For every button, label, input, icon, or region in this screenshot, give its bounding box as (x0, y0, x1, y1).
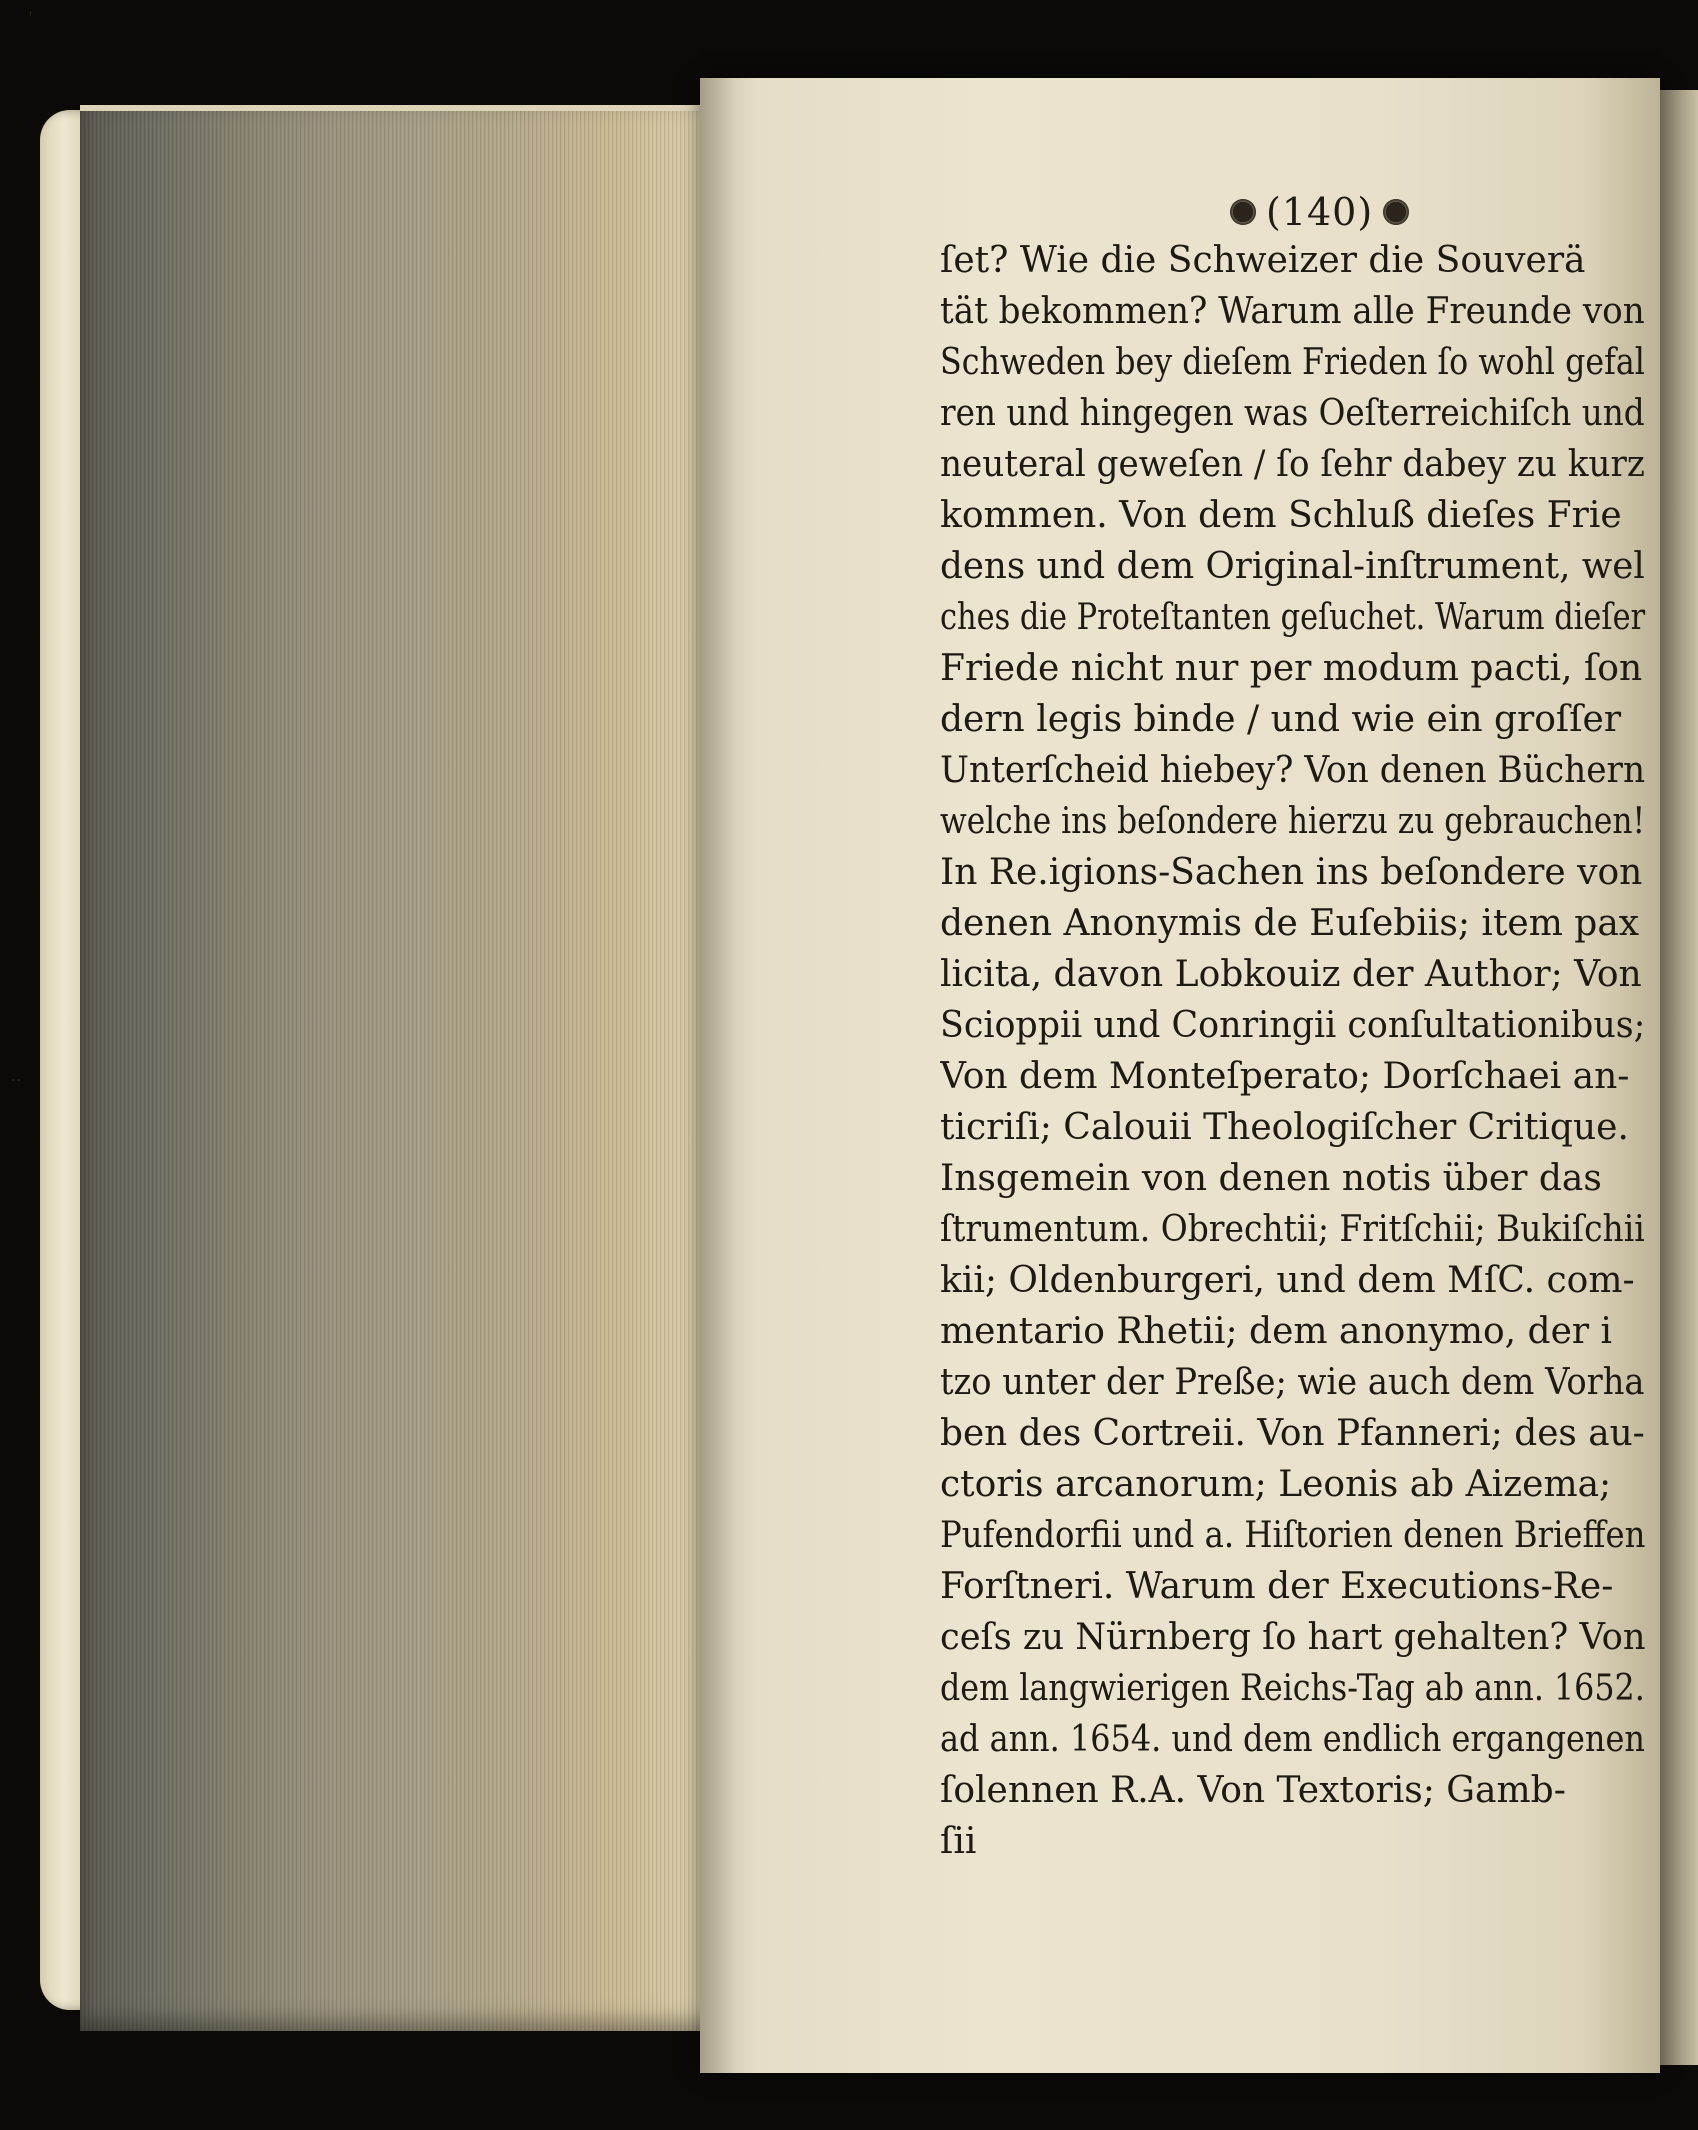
text-line: dem langwierigen Reichs-Tag ab ann. 1652. (940, 1668, 1645, 1709)
dust-speck: .. (10, 1065, 22, 1086)
text-line: ſii (940, 1821, 977, 1862)
text-line: neuteral geweſen / ſo ſehr dabey zu kurz (940, 444, 1645, 485)
text-line: ben des Cortreii. Von Pfanneri; des au- (940, 1413, 1645, 1454)
text-line: tät bekommen? Warum alle Freunde von (940, 291, 1645, 332)
text-line: ſolennen R.A. Von Textoris; Gamb- (940, 1770, 1566, 1811)
text-line: ches die Proteſtanten geſuchet. Warum dieſer (940, 597, 1646, 638)
text-line: kommen. Von dem Schluß dieſes Frie (940, 495, 1622, 536)
text-line: Schweden bey dieſem Frieden ſo wohl gefal (940, 342, 1645, 383)
text-line: Forſtneri. Warum der Executions-Re- (940, 1566, 1614, 1607)
text-line: dens und dem Original-inſtrument, wel (940, 546, 1645, 587)
text-line: Unterſcheid hiebey? Von denen Büchern (940, 750, 1646, 791)
text-line: mentario Rhetii; dem anonymo, der i (940, 1311, 1613, 1352)
text-line: Von dem Monteſperato; Dorſchaei an- (940, 1056, 1630, 1097)
text-line: ceſs zu Nürnberg ſo hart gehalten? Von (940, 1617, 1646, 1658)
page-number: (140) (1266, 190, 1374, 234)
facing-page-edge (1660, 90, 1698, 2065)
text-line: Insgemein von denen notis über das (940, 1158, 1602, 1199)
text-line: ad ann. 1654. und dem endlich ergangenen (940, 1719, 1645, 1760)
text-line: Pufendorfii und a. Hiſtorien denen Brieffen (940, 1515, 1646, 1556)
text-line: Scioppii und Conringii conſultationibus; (940, 1005, 1646, 1046)
text-line: welche ins beſondere hierzu zu gebrauchen! (940, 801, 1646, 842)
dust-speck: ' (28, 8, 33, 29)
text-line: tzo unter der Preße; wie auch dem Vorha (940, 1362, 1645, 1403)
text-line: ren und hingegen was Oeſterreichiſch und (940, 393, 1645, 434)
text-line: dern legis binde / und wie ein groſſer (940, 699, 1622, 740)
text-line: Friede nicht nur per modum pacti, ſon (940, 648, 1643, 689)
text-line: ſtrumentum. Obrechtii; Fritſchii; Bukiſchii (940, 1209, 1645, 1250)
text-line: denen Anonymis de Euſebiis; item pax (940, 903, 1640, 944)
text-line: licita, davon Lobkouiz der Author; Von (940, 954, 1642, 995)
text-line: ſet? Wie die Schweizer die Souverä (940, 240, 1586, 281)
text-line: ticriſi; Calouii Theologiſcher Critique. (940, 1107, 1629, 1148)
page-stack-fore-edge (80, 105, 750, 2031)
page-text-block (940, 195, 1645, 1867)
text-line: In Re.igions-Sachen ins beſondere von (940, 852, 1643, 893)
text-line: kii; Oldenburgeri, und dem MſC. com- (940, 1260, 1635, 1301)
text-line: ctoris arcanorum; Leonis ab Aizema; (940, 1464, 1612, 1505)
